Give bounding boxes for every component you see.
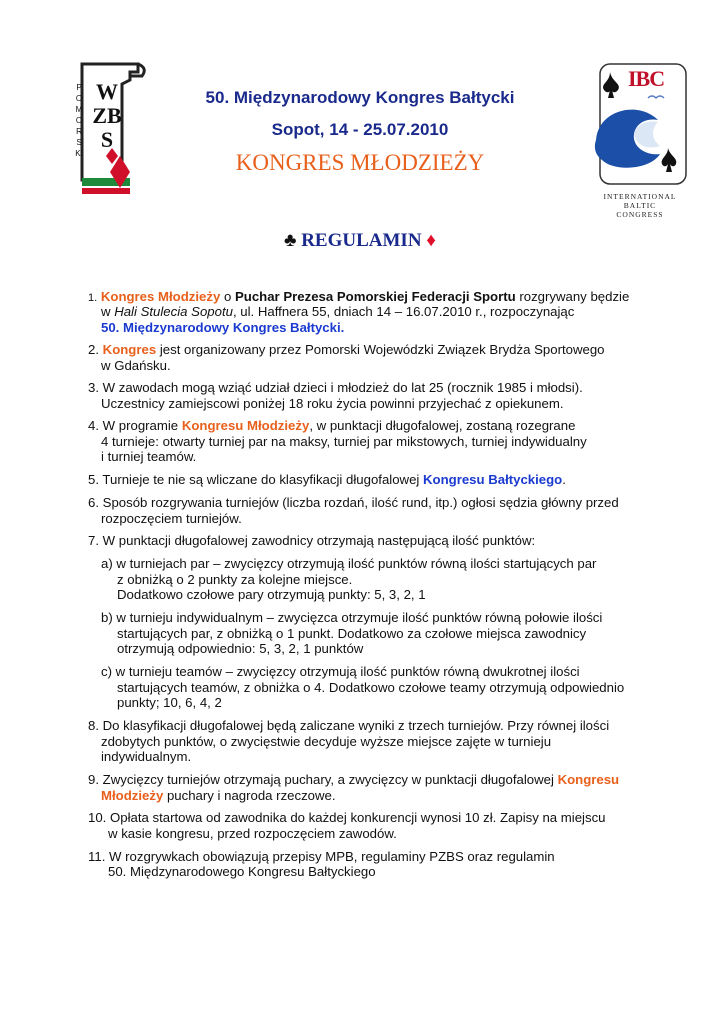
rule-1-puchar: Puchar Prezesa Pomorskiej Federacji Sportu <box>234 289 516 304</box>
rule-4-line-3: i turniej teamów. <box>101 449 197 464</box>
rule-10-line-1: 10. Opłata startowa od zawodnika do każdej konkurencji wynosi 10 zł. Zapisy na miejscu <box>88 810 606 825</box>
rule-4-line-1 <box>88 418 575 433</box>
rule-7-b-3: otrzymują odpowiednio: 5, 3, 2, 1 punktów <box>117 641 364 656</box>
rule-2-rest: jest organizowany przez Pomorski Wojewódzki Związek Brydża Sportowego <box>156 342 605 357</box>
ibc-caption-3: CONGRESS <box>616 210 664 219</box>
rule-7-c-3: punkty; 10, 6, 4, 2 <box>117 695 222 710</box>
rule-1-w: w <box>101 304 115 319</box>
rule-5-line-1 <box>88 472 566 487</box>
rule-9-mlodziezy: Młodzieży <box>101 788 164 803</box>
rule-1-line-2 <box>101 304 574 319</box>
rule-1-rest: rozgrywany będzie <box>515 289 630 304</box>
rule-9-kongresu: Kongresu <box>557 772 620 787</box>
rule-7-b-1: b) w turnieju indywidualnym – zwycięzca otrzymuje ilość punktów równą połowie ilości <box>101 610 603 625</box>
club-icon: ♣ <box>283 230 297 251</box>
rule-7-a-1: a) w turniejach par – zwycięzcy otrzymują ilość punktów równą ilości startujących par <box>101 556 597 571</box>
rule-11-line-2: 50. Międzynarodowego Kongresu Bałtyckiego <box>108 864 376 879</box>
rule-8-line-1: 8. Do klasyfikacji długofalowej będą zaliczane wyniki z trzech turniejów. Przy równej ilości <box>88 718 610 733</box>
header-event-name: 50. Międzynarodowy Kongres Bałtycki <box>205 88 515 107</box>
rule-5-kongres: Kongresu Bałtyckiego <box>423 472 563 487</box>
rule-4-line-2: 4 turnieje: otwarty turniej par na maksy, turniej par mikstowych, turniej indywidualny <box>101 434 587 449</box>
page-title: KONGRES MŁODZIEŻY <box>235 150 485 175</box>
logo-vertical-text: POMORSKI <box>75 83 83 158</box>
rule-1-o: o <box>220 289 235 304</box>
rule-2-line-1 <box>88 342 605 357</box>
rule-9-line-2 <box>101 788 336 803</box>
header-dates: Sopot, 14 - 25.07.2010 <box>271 120 449 139</box>
rule-3-line-1: 3. W zawodach mogą wziąć udział dzieci i młodzież do lat 25 (rocznik 1985 i młodsi). <box>88 380 583 395</box>
rule-3-line-2: Uczestnicy zamiejscowi poniżej 18 roku życia powinni przyjechać z opiekunem. <box>101 396 564 411</box>
rule-2-kongres: Kongres <box>102 342 157 357</box>
rule-2-line-2: w Gdańsku. <box>101 358 171 373</box>
rule-10-line-2: w kasie kongresu, przed rozpoczęciem zawodów. <box>108 826 397 841</box>
rule-7-c-2: startujących teamów, z obniżka o 4. Dodatkowo czołowe teamy otrzymują odpowiednio <box>117 680 625 695</box>
rule-1-line-3: 50. Międzynarodowy Kongres Bałtycki. <box>101 320 345 335</box>
rule-8-line-3: indywidualnym. <box>101 749 192 764</box>
rule-7-b-2: startujących par, z obniżką o 1 punkt. Dodatkowo za czołowe miejsca zawodnicy <box>117 626 587 641</box>
rule-6-line-2: rozpoczęciem turniejów. <box>101 511 242 526</box>
rule-9-rest: puchary i nagroda rzeczowe. <box>163 788 336 803</box>
diamond-icon: ♦ <box>426 230 436 251</box>
rule-1-address: , ul. Haffnera 55, dniach 14 – 16.07.2010 r., rozpoczynając <box>232 304 575 319</box>
logo-letter-stack: WZBS <box>92 79 122 152</box>
rule-1-kongres: Kongres Młodzieży <box>100 289 221 304</box>
rule-4-a: 4. W programie <box>88 418 182 433</box>
rule-7-line-1: 7. W punktacji długofalowej zawodnicy otrzymają następującą ilość punktów: <box>88 533 536 548</box>
ibc-caption-1: INTERNATIONAL <box>603 192 677 201</box>
rule-8-line-2: zdobytych punktów, o zwycięstwie decyduje wyższe miejsce zajęte w turnieju <box>101 734 552 749</box>
rule-5-c: . <box>562 472 566 487</box>
ibc-caption-2: BALTIC <box>623 201 657 210</box>
rule-11-line-1: 11. W rozgrywkach obowiązują przepisy MPB, regulaminy PZBS oraz regulamin <box>88 849 555 864</box>
ibc-letters: IBC <box>628 66 665 91</box>
rule-1-venue: Hali Stulecia Sopotu <box>114 304 233 319</box>
rule-4-c: , w punktacji długofalowej, zostaną rozegrane <box>309 418 576 433</box>
rule-4-kongres: Kongresu Młodzieży <box>181 418 310 433</box>
rule-1-number: 1. <box>88 292 98 304</box>
rule-7-c-1: c) w turnieju teamów – zwycięzcy otrzymują ilość punktów równą dwukrotnej ilości <box>101 664 580 679</box>
regulamin-heading <box>140 230 580 252</box>
rule-6-line-1: 6. Sposób rozgrywania turniejów (liczba rozdań, ilość rund, itp.) ogłosi sędzia główny przed <box>88 495 619 510</box>
rule-7-a-2: z obniżką o 2 punkty za kolejne miejsce. <box>117 572 353 587</box>
rule-5-a: 5. Turnieje te nie są wliczane do klasyfikacji długofalowej <box>88 472 423 487</box>
rule-2-number: 2. <box>88 342 99 357</box>
rule-7-a-3: Dodatkowo czołowe pary otrzymują punkty: 5, 3, 2, 1 <box>117 587 426 602</box>
rule-9-line-1 <box>88 772 619 787</box>
regulamin-label: REGULAMIN <box>301 230 422 251</box>
rule-9-a: 9. Zwycięzcy turniejów otrzymają puchary, a zwycięzcy w punktacji długofalowej <box>88 772 558 787</box>
ibc-logo <box>588 60 692 220</box>
